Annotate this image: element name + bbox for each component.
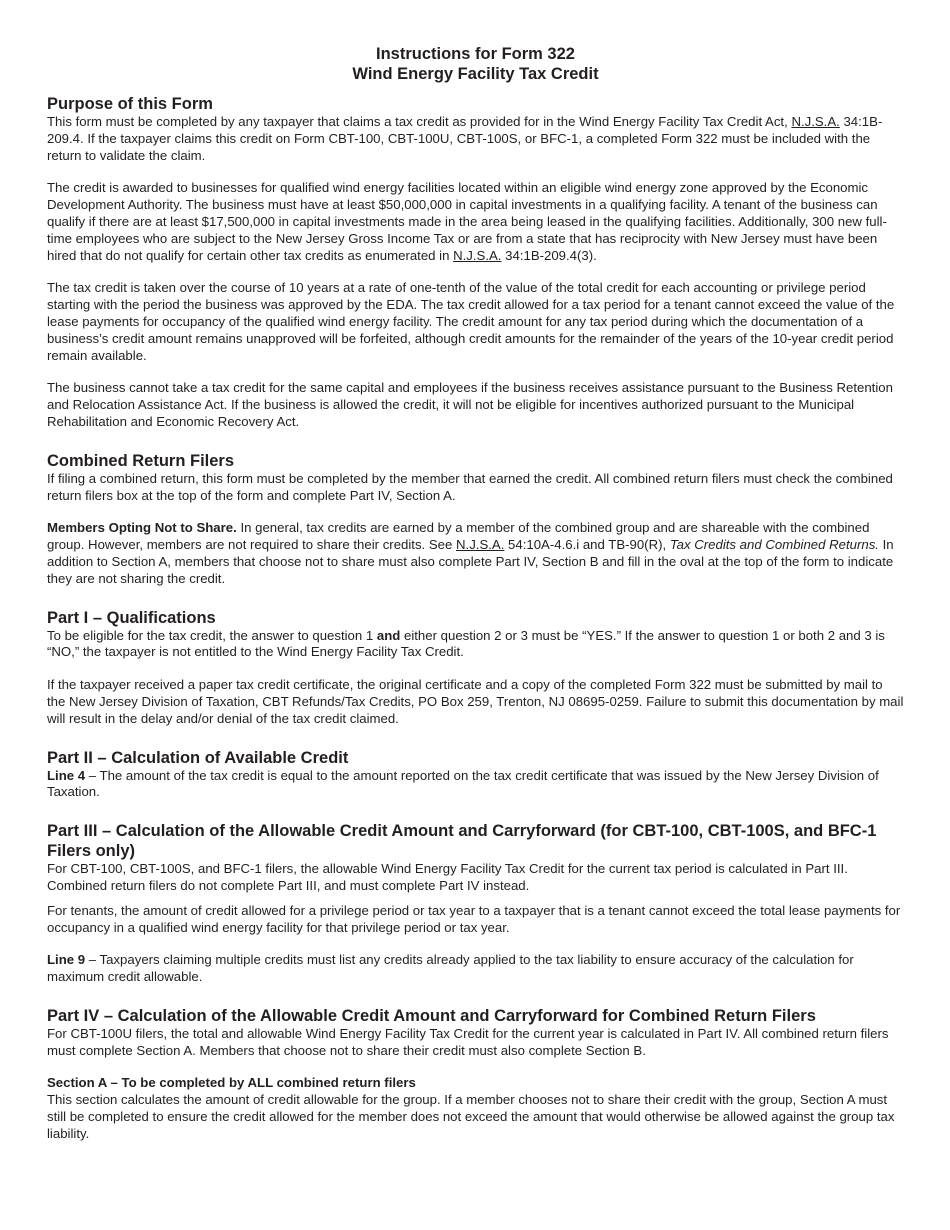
part3-paragraph-3: Line 9 – Taxpayers claiming multiple credits must list any credits already applied to the tax liability to ensure accuracy of the calculation for maximum credit allowable. <box>47 952 854 985</box>
purpose-paragraph-3: The tax credit is taken over the course of 10 years at a rate of one-tenth of the value of the total credit for each accounting or privilege period starting with the period the business was approved by the EDA. The tax credit allowed for a tax period for a tenant cannot exceed the value of the lease payments for occupancy of the qualified wind energy facility. The credit amount for any tax period during which the documentation of a business’s credit amount remains unapproved will be forfeited, although credit amounts for the remainder of the years of the 10-year credit period remain available. <box>47 280 895 363</box>
part3-paragraph-1: For CBT-100, CBT-100S, and BFC-1 filers, the allowable Wind Energy Facility Tax Credit for the current tax period is calculated in Part III. Combined return filers do not complete Part III, and must complete Part IV instead. <box>47 861 848 893</box>
part1-paragraph-1: To be eligible for the tax credit, the answer to question 1 and either question 2 or 3 must be “YES.” If the answer to question 1 or both 2 and 3 is “NO,” the taxpayer is not entitled to the Wind Energy Facility Tax Credit. <box>47 627 885 660</box>
njsa-reference: N.J.S.A. <box>453 247 502 263</box>
combined-paragraph-2: Members Opting Not to Share. In general, tax credits are earned by a member of the combined group and are shareable with the combined group. However, members are not required to share their credits. See N.J.S.A. 54:10A-4.6.i and TB-90(R), Tax Credits and Combined Returns. In addition to Section A, members that choose not to share must also complete Part IV, Section B and fill in the oval at the top of the form to indicate they are not sharing the credit. <box>47 520 894 586</box>
part3-paragraph-2: For tenants, the amount of credit allowed for a privilege period or tax year to a taxpayer that is a tenant cannot exceed the total lease payments for occupancy in a qualified wind energy facility for that privilege period or tax year. <box>47 902 901 935</box>
njsa-reference: N.J.S.A. <box>791 114 840 129</box>
section-heading-part-2: Part II – Calculation of Available Credit <box>47 748 349 767</box>
subsection-heading-section-a: Section A – To be completed by ALL combined return filers <box>47 1075 416 1091</box>
section-combined-return-filers <box>47 451 904 588</box>
purpose-paragraph-2: The credit is awarded to businesses for qualified wind energy facilities located within an eligible wind energy zone approved by the Economic Development Authority. The business must have at least $50,000,000 in capital investments in a qualifying facility. A tenant of the business can qualify if there are at least $17,500,000 in capital investments made in the area being leased in the qualifying facilities. Additionally, 300 new full-time employees who are subject to the New Jersey Gross Income Tax or are from a state that has reciprocity with New Jersey must have been hired that do not qualify for certain other tax credits as enumerated in N.J.S.A. 34:1B-209.4(3). <box>47 180 887 263</box>
part2-paragraph-1: Line 4 – The amount of the tax credit is equal to the amount reported on the tax credit certificate that was issued by the New Jersey Division of Taxation. <box>47 767 879 800</box>
title-line-1: Instructions for Form 322 <box>376 45 575 63</box>
section-purpose <box>47 94 904 431</box>
section-heading-purpose: Purpose of this Form <box>47 95 213 113</box>
members-opting-lead: Members Opting Not to Share. <box>47 520 237 536</box>
section-part-1 <box>47 608 904 728</box>
document-title <box>47 44 904 84</box>
purpose-paragraph-1: This form must be completed by any taxpayer that claims a tax credit as provided for in the Wind Energy Facility Tax Credit Act, N.J.S.A. 34:1B-209.4. If the taxpayer claims this credit on Form CBT-100, CBT-100U, CBT-100S, or BFC-1, a completed Form 322 must be included with the return to validate the claim. <box>47 114 883 163</box>
section-a-paragraph-1: This section calculates the amount of credit allowable for the group. If a member chooses not to share their credit with the group, Section A must still be completed to ensure the credit allowed for the member does not exceed the amount that would otherwise be allowed against the group tax liability. <box>47 1092 895 1141</box>
section-heading-part-4: Part IV – Calculation of the Allowable Credit Amount and Carryforward for Combined Return Filers <box>47 1006 816 1025</box>
section-heading-part-3: Part III – Calculation of the Allowable Credit Amount and Carryforward (for CBT-100, CBT-100S, and BFC-1 Filers only) <box>47 822 877 861</box>
combined-paragraph-1: If filing a combined return, this form must be completed by the member that earned the credit. All combined return filers must check the combined return filers box at the top of the form and complete Part IV, Section A. <box>47 470 893 503</box>
njsa-reference: N.J.S.A. <box>456 537 505 553</box>
section-part-2 <box>47 748 904 802</box>
section-part-4 <box>47 1006 904 1143</box>
title-line-2: Wind Energy Facility Tax Credit <box>352 65 599 83</box>
part1-paragraph-2: If the taxpayer received a paper tax credit certificate, the original certificate and a copy of the completed Form 322 must be submitted by mail to the New Jersey Division of Taxation, CBT Refunds/Tax Credits, PO Box 259, Trenton, NJ 08695-0259. Failure to submit this documentation by mail will result in the delay and/or denial of the tax credit claimed. <box>47 677 904 726</box>
purpose-paragraph-4: The business cannot take a tax credit for the same capital and employees if the business receives assistance pursuant to the Business Retention and Relocation Assistance Act. If the business is allowed the credit, it will not be eligible for incentives authorized pursuant to the Municipal Rehabilitation and Economic Recovery Act. <box>47 380 893 429</box>
publication-title: Tax Credits and Combined Returns. <box>669 537 879 553</box>
part4-paragraph-1: For CBT-100U filers, the total and allowable Wind Energy Facility Tax Credit for the current year is calculated in Part IV. All combined return filers must complete Section A. Members that choose not to share their credit must also complete Section B. <box>47 1025 889 1058</box>
line-4-lead: Line 4 <box>47 767 86 783</box>
line-9-lead: Line 9 <box>47 952 86 968</box>
section-heading-part-1: Part I – Qualifications <box>47 608 216 627</box>
section-part-3 <box>47 821 904 986</box>
section-heading-combined: Combined Return Filers <box>47 451 235 470</box>
